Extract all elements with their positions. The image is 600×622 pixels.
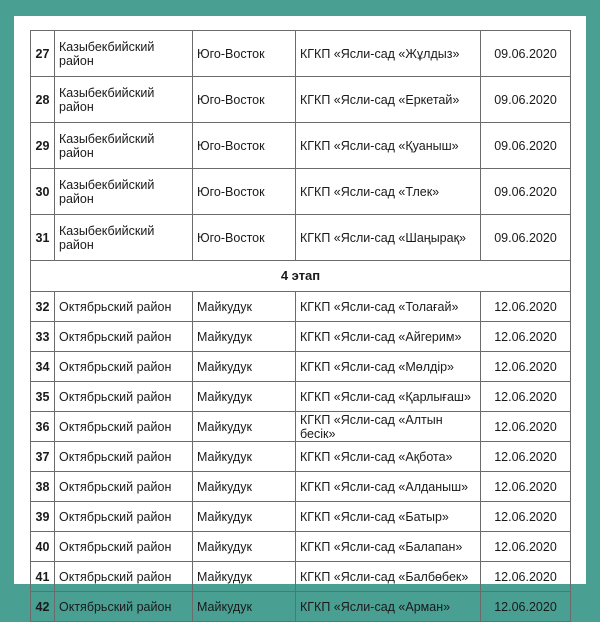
district-cell: Октябрьский район bbox=[55, 412, 193, 442]
date-cell: 09.06.2020 bbox=[481, 123, 571, 169]
kindergarten-name-cell: КГКП «Ясли-сад «Қарлығаш» bbox=[296, 382, 481, 412]
kindergarten-name-cell: КГКП «Ясли-сад «Батыр» bbox=[296, 502, 481, 532]
table-row bbox=[31, 532, 571, 562]
row-number: 32 bbox=[31, 292, 55, 322]
table-row bbox=[31, 31, 571, 77]
kindergarten-name-cell: КГКП «Ясли-сад «Ақбота» bbox=[296, 442, 481, 472]
date-cell: 09.06.2020 bbox=[481, 31, 571, 77]
area-cell: Юго-Восток bbox=[193, 169, 296, 215]
district-cell: Октябрьский район bbox=[55, 562, 193, 592]
area-cell: Майкудук bbox=[193, 472, 296, 502]
kindergarten-name-cell: КГКП «Ясли-сад «Еркетай» bbox=[296, 77, 481, 123]
date-cell: 12.06.2020 bbox=[481, 592, 571, 622]
area-cell: Майкудук bbox=[193, 562, 296, 592]
row-number: 38 bbox=[31, 472, 55, 502]
row-number: 37 bbox=[31, 442, 55, 472]
kindergarten-name-cell: КГКП «Ясли-сад «Балбөбек» bbox=[296, 562, 481, 592]
date-cell: 12.06.2020 bbox=[481, 562, 571, 592]
area-cell: Юго-Восток bbox=[193, 77, 296, 123]
date-cell: 12.06.2020 bbox=[481, 292, 571, 322]
kindergarten-name-cell: КГКП «Ясли-сад «Балапан» bbox=[296, 532, 481, 562]
kindergarten-name-cell: КГКП «Ясли-сад «Толағай» bbox=[296, 292, 481, 322]
row-number: 35 bbox=[31, 382, 55, 412]
row-number: 34 bbox=[31, 352, 55, 382]
district-cell: Казыбекбийский район bbox=[55, 123, 193, 169]
area-cell: Юго-Восток bbox=[193, 215, 296, 261]
document-panel bbox=[14, 16, 586, 614]
area-cell: Майкудук bbox=[193, 502, 296, 532]
area-cell: Майкудук bbox=[193, 292, 296, 322]
date-cell: 12.06.2020 bbox=[481, 532, 571, 562]
area-cell: Майкудук bbox=[193, 412, 296, 442]
area-cell: Майкудук bbox=[193, 322, 296, 352]
area-cell: Майкудук bbox=[193, 592, 296, 622]
date-cell: 09.06.2020 bbox=[481, 215, 571, 261]
district-cell: Октябрьский район bbox=[55, 352, 193, 382]
row-number: 41 bbox=[31, 562, 55, 592]
area-cell: Майкудук bbox=[193, 532, 296, 562]
date-cell: 12.06.2020 bbox=[481, 472, 571, 502]
district-cell: Октябрьский район bbox=[55, 442, 193, 472]
row-number: 42 bbox=[31, 592, 55, 622]
row-number: 28 bbox=[31, 77, 55, 123]
table-row bbox=[31, 472, 571, 502]
table-row bbox=[31, 169, 571, 215]
table-row bbox=[31, 215, 571, 261]
kindergarten-name-cell: КГКП «Ясли-сад «Алтын бесік» bbox=[296, 412, 481, 442]
row-number: 40 bbox=[31, 532, 55, 562]
kindergarten-name-cell: КГКП «Ясли-сад «Мөлдір» bbox=[296, 352, 481, 382]
kindergarten-name-cell: КГКП «Ясли-сад «Жұлдыз» bbox=[296, 31, 481, 77]
date-cell: 12.06.2020 bbox=[481, 382, 571, 412]
district-cell: Октябрьский район bbox=[55, 502, 193, 532]
district-cell: Казыбекбийский район bbox=[55, 77, 193, 123]
row-number: 30 bbox=[31, 169, 55, 215]
district-cell: Октябрьский район bbox=[55, 382, 193, 412]
row-number: 39 bbox=[31, 502, 55, 532]
district-cell: Октябрьский район bbox=[55, 322, 193, 352]
table-row bbox=[31, 123, 571, 169]
table-row bbox=[31, 352, 571, 382]
date-cell: 12.06.2020 bbox=[481, 502, 571, 532]
stage-header-row bbox=[31, 261, 571, 292]
kindergarten-name-cell: КГКП «Ясли-сад «Қуаныш» bbox=[296, 123, 481, 169]
date-cell: 12.06.2020 bbox=[481, 442, 571, 472]
district-cell: Казыбекбийский район bbox=[55, 31, 193, 77]
table-row bbox=[31, 77, 571, 123]
kindergarten-name-cell: КГКП «Ясли-сад «Шаңырақ» bbox=[296, 215, 481, 261]
date-cell: 09.06.2020 bbox=[481, 169, 571, 215]
row-number: 31 bbox=[31, 215, 55, 261]
table-row bbox=[31, 442, 571, 472]
table-row bbox=[31, 382, 571, 412]
area-cell: Майкудук bbox=[193, 382, 296, 412]
table-row bbox=[31, 502, 571, 532]
date-cell: 12.06.2020 bbox=[481, 352, 571, 382]
table-row bbox=[31, 412, 571, 442]
district-cell: Октябрьский район bbox=[55, 592, 193, 622]
row-number: 29 bbox=[31, 123, 55, 169]
area-cell: Майкудук bbox=[193, 352, 296, 382]
date-cell: 12.06.2020 bbox=[481, 412, 571, 442]
district-cell: Октябрьский район bbox=[55, 292, 193, 322]
district-cell: Октябрьский район bbox=[55, 532, 193, 562]
date-cell: 09.06.2020 bbox=[481, 77, 571, 123]
table-row bbox=[31, 592, 571, 622]
kindergarten-name-cell: КГКП «Ясли-сад «Айгерим» bbox=[296, 322, 481, 352]
district-cell: Казыбекбийский район bbox=[55, 169, 193, 215]
area-cell: Юго-Восток bbox=[193, 31, 296, 77]
kindergarten-name-cell: КГКП «Ясли-сад «Тлек» bbox=[296, 169, 481, 215]
area-cell: Юго-Восток bbox=[193, 123, 296, 169]
date-cell: 12.06.2020 bbox=[481, 322, 571, 352]
area-cell: Майкудук bbox=[193, 442, 296, 472]
row-number: 27 bbox=[31, 31, 55, 77]
kindergarten-name-cell: КГКП «Ясли-сад «Алданыш» bbox=[296, 472, 481, 502]
kindergarten-name-cell: КГКП «Ясли-сад «Арман» bbox=[296, 592, 481, 622]
district-cell: Октябрьский район bbox=[55, 472, 193, 502]
row-number: 33 bbox=[31, 322, 55, 352]
stage-label: 4 этап bbox=[31, 261, 571, 292]
table-row bbox=[31, 562, 571, 592]
kindergarten-schedule-table bbox=[30, 30, 571, 622]
district-cell: Казыбекбийский район bbox=[55, 215, 193, 261]
row-number: 36 bbox=[31, 412, 55, 442]
table-row bbox=[31, 322, 571, 352]
table-body bbox=[31, 31, 571, 622]
table-row bbox=[31, 292, 571, 322]
